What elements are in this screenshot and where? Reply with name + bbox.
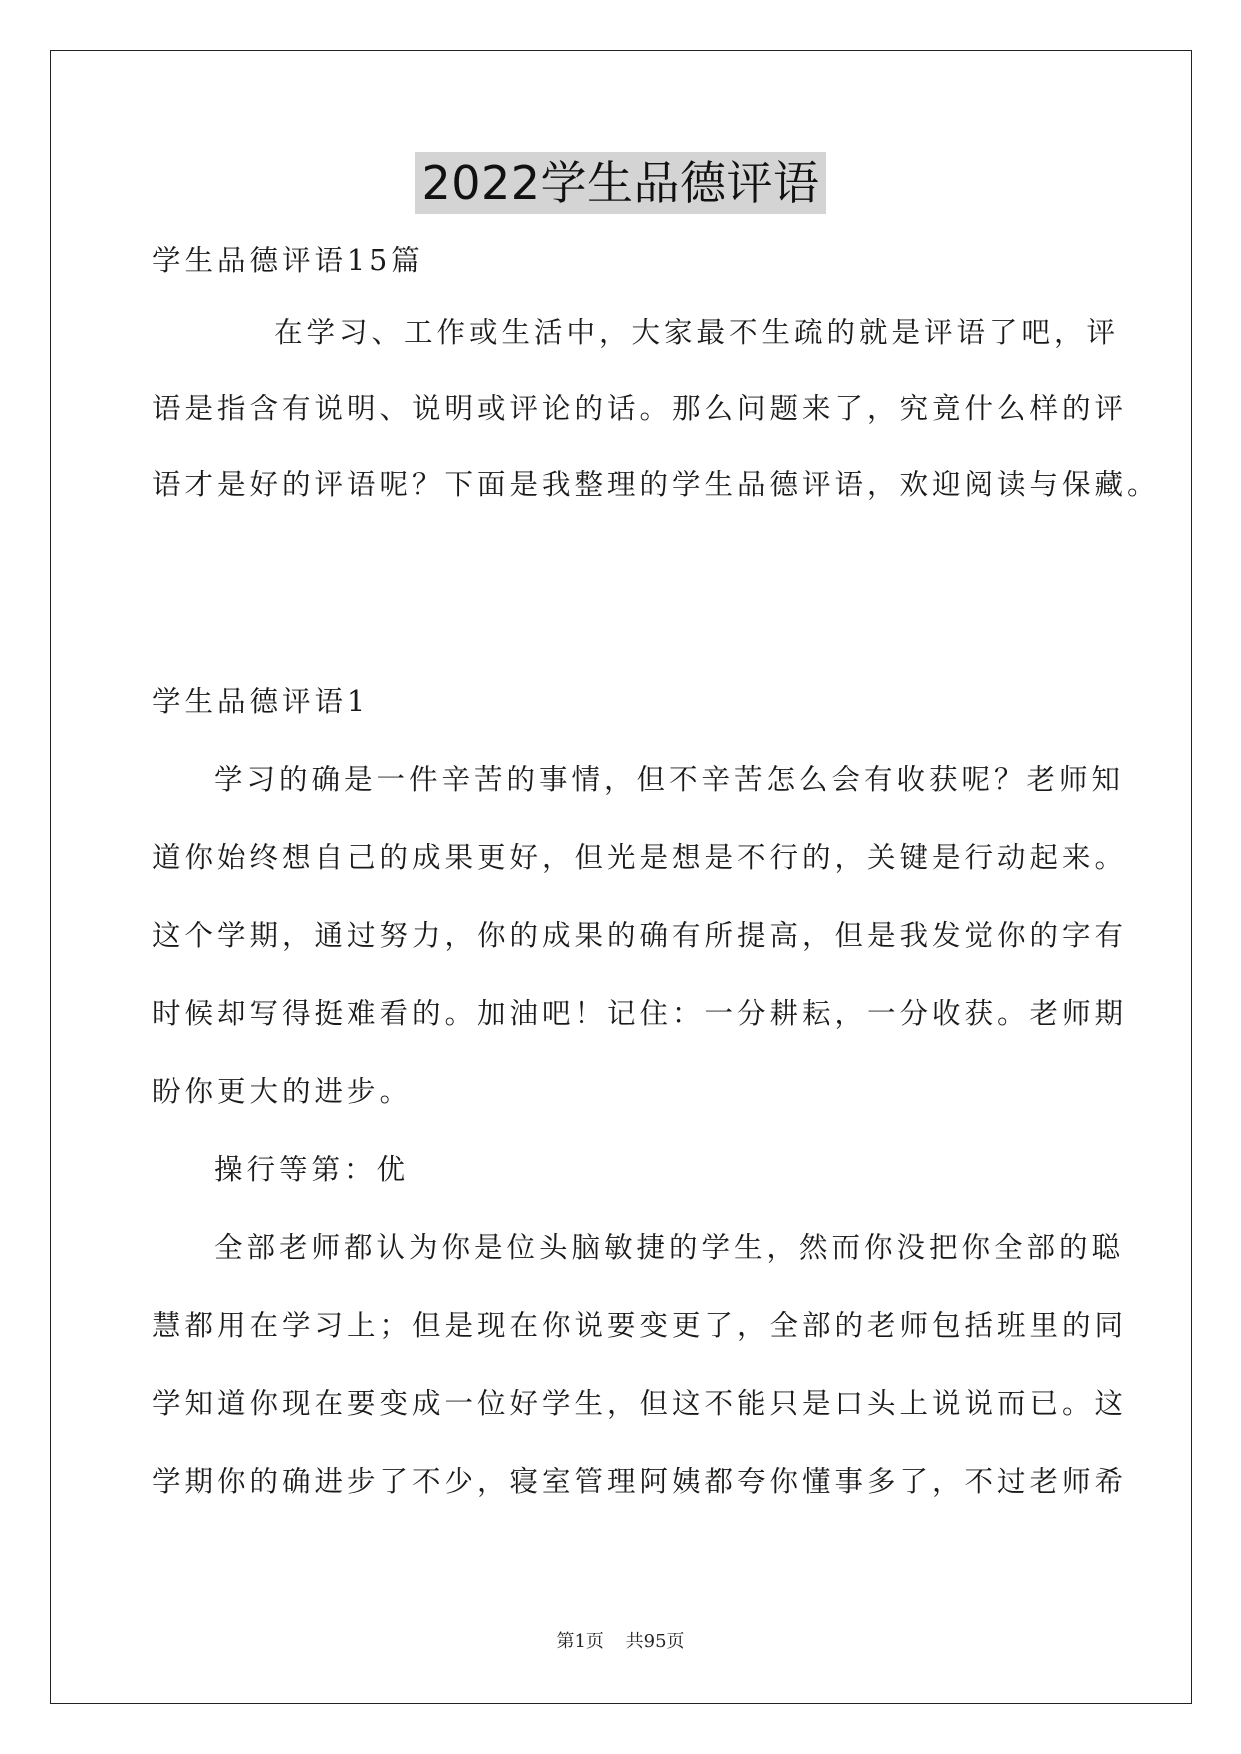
page-footer bbox=[0, 1627, 1241, 1653]
paragraph-line: 这个学期，通过努力，你的成果的确有所提高，但是我发觉你的字有 bbox=[152, 919, 1128, 952]
page-number-current: 第1页 bbox=[556, 1631, 604, 1652]
intro-line: 语是指含有说明、说明或评论的话。那么问题来了，究竟什么样的评 bbox=[152, 392, 1128, 425]
paragraph-line: 慧都用在学习上；但是现在你说要变更了，全部的老师包括班里的同 bbox=[152, 1309, 1128, 1342]
intro-line: 语才是好的评语呢？下面是我整理的学生品德评语，欢迎阅读与保藏。 bbox=[152, 468, 1160, 501]
page-number-total: 共95页 bbox=[625, 1631, 685, 1652]
paragraph-line: 学期你的确进步了不少，寝室管理阿姨都夸你懂事多了，不过老师希 bbox=[152, 1465, 1128, 1498]
paragraph-line: 盼你更大的进步。 bbox=[152, 1075, 413, 1108]
document-title: 2022学生品德评语 bbox=[415, 152, 825, 214]
section-heading: 学生品德评语1 bbox=[152, 685, 370, 718]
page-border bbox=[50, 50, 1192, 1704]
paragraph-line: 全部老师都认为你是位头脑敏捷的学生，然而你没把你全部的聪 bbox=[214, 1231, 1125, 1264]
paragraph-line: 道你始终想自己的成果更好，但光是想是不行的，关键是行动起来。 bbox=[152, 841, 1128, 874]
paragraph-line: 学习的确是一件辛苦的事情，但不辛苦怎么会有收获呢？老师知 bbox=[214, 763, 1125, 796]
grade-line: 操行等第：优 bbox=[214, 1153, 410, 1186]
title-container bbox=[0, 152, 1241, 214]
paragraph-line: 时候却写得挺难看的。加油吧！记住：一分耕耘，一分收获。老师期 bbox=[152, 997, 1128, 1030]
paragraph-line: 学知道你现在要变成一位好学生，但这不能只是口头上说说而已。这 bbox=[152, 1387, 1128, 1420]
document-subtitle: 学生品德评语15篇 bbox=[152, 244, 424, 277]
intro-line: 在学习、工作或生活中，大家最不生疏的就是评语了吧，评 bbox=[274, 316, 1120, 349]
